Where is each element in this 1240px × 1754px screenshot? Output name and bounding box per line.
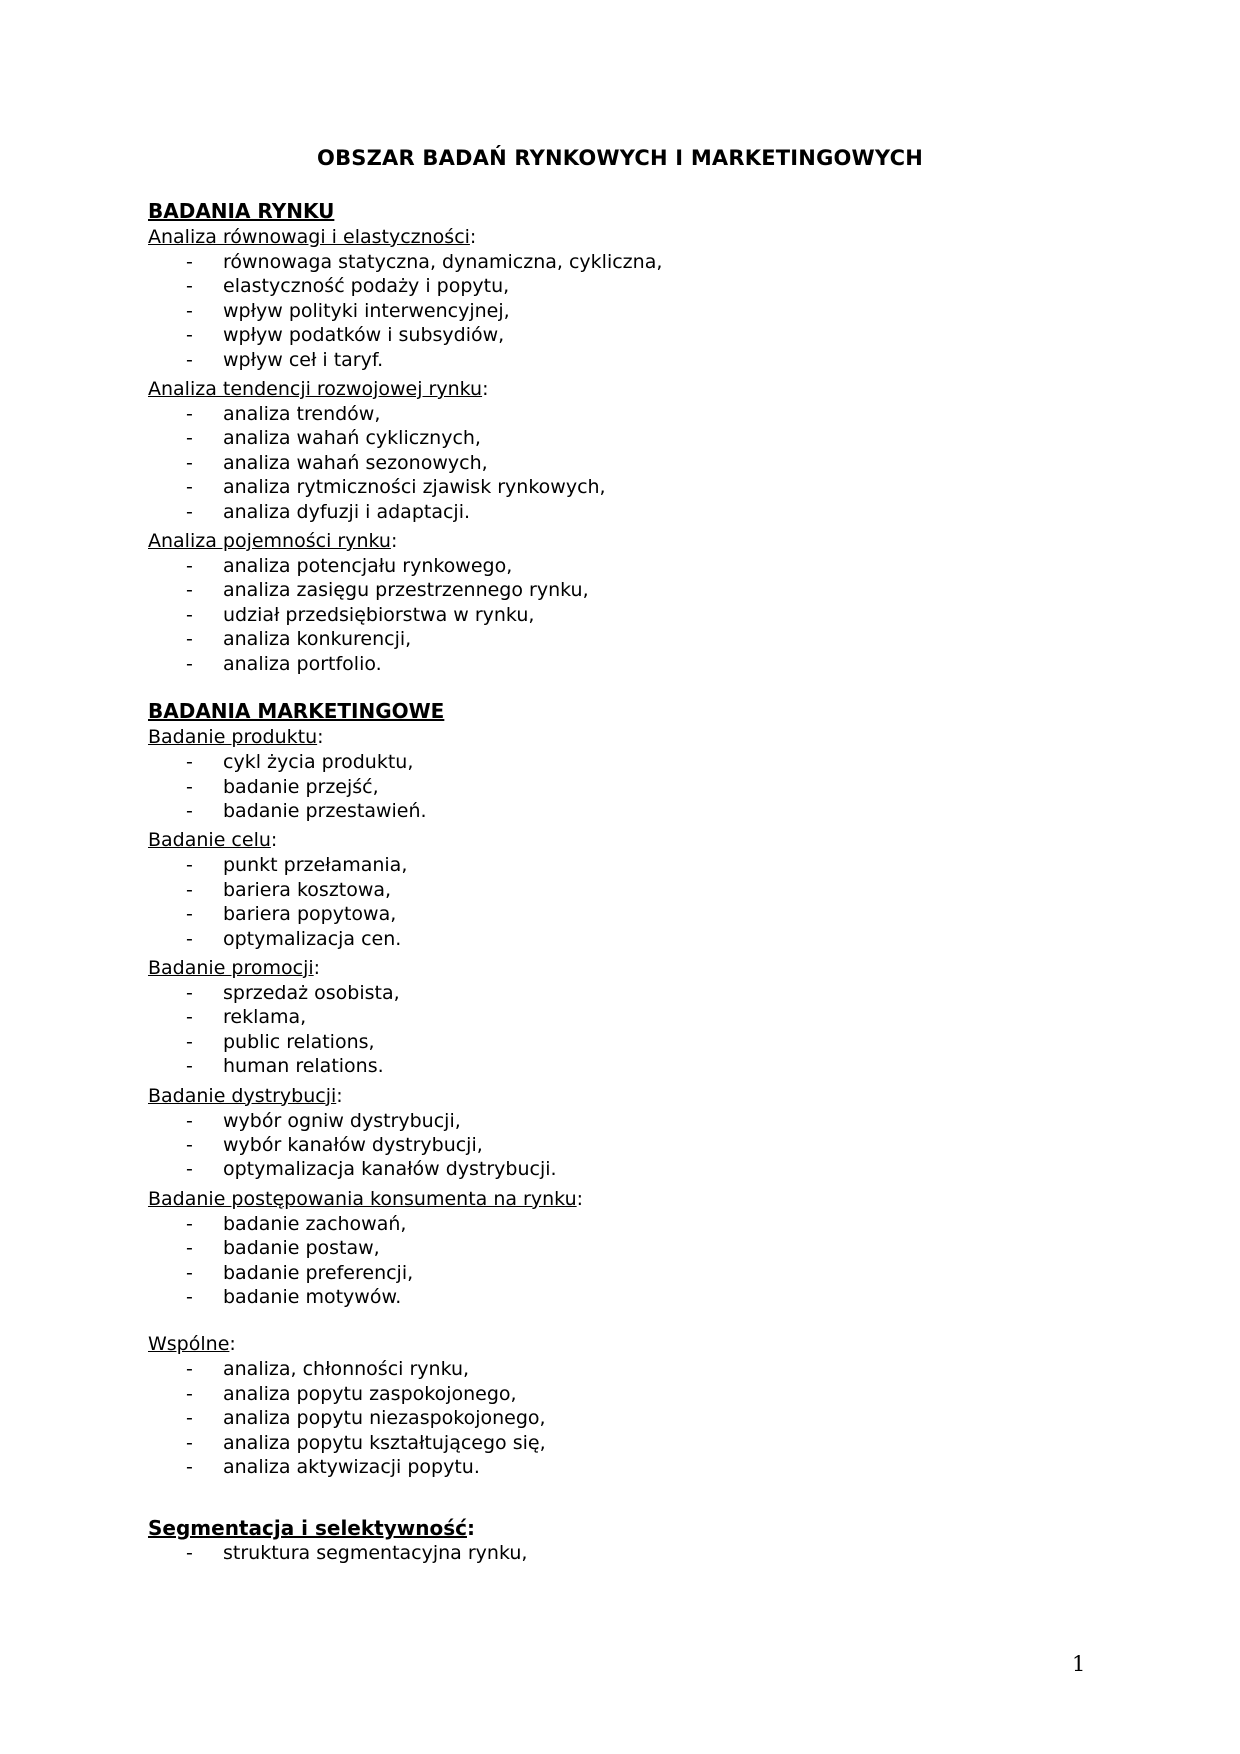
list-item: - analiza aktywizacji popytu. xyxy=(186,1456,480,1479)
list-item: - analiza popytu kształtującego się, xyxy=(186,1431,546,1454)
subheading-badanie-dystrybucji: Badanie dystrybucji: xyxy=(148,1084,343,1107)
list-item: - public relations, xyxy=(186,1030,375,1053)
list-item: - cykl życia produktu, xyxy=(186,751,414,774)
list-item: - analiza wahań sezonowych, xyxy=(186,451,488,474)
list-item: - bariera kosztowa, xyxy=(186,878,392,901)
list-item: - analiza konkurencji, xyxy=(186,628,412,651)
list-item: - punkt przełamania, xyxy=(186,854,408,877)
list-badanie-dystrybucji xyxy=(148,1109,1108,1182)
subheading-badanie-celu: Badanie celu: xyxy=(148,829,278,852)
list-wspolne xyxy=(148,1357,1108,1479)
list-item: - analiza potencjału rynkowego, xyxy=(186,555,513,578)
list-item: - badanie przestawień. xyxy=(186,799,427,822)
document-body xyxy=(148,198,1108,1570)
list-item: - równowaga statyczna, dynamiczna, cykliczna, xyxy=(186,251,663,273)
list-item: - optymalizacja cen. xyxy=(186,927,402,950)
subheading-analiza-tendencji: Analiza tendencji rozwojowej rynku: xyxy=(148,378,489,401)
subheading-wspolne: Wspólne: xyxy=(148,1333,236,1356)
list-item: - analiza portfolio. xyxy=(186,652,382,675)
list-item: - reklama, xyxy=(186,1006,307,1029)
list-item: - wybór kanałów dystrybucji, xyxy=(186,1133,483,1156)
list-badanie-celu xyxy=(148,853,1108,951)
list-item: - udział przedsiębiorstwa w rynku, xyxy=(186,603,535,626)
document-title: OBSZAR BADAŃ RYNKOWYCH I MARKETINGOWYCH xyxy=(317,146,923,170)
list-item: - analiza wahań cyklicznych, xyxy=(186,427,481,450)
list-badanie-produktu xyxy=(148,750,1108,823)
list-segmentacja xyxy=(148,1541,1108,1565)
list-item: - badanie preferencji, xyxy=(186,1261,414,1284)
list-item: - badanie zachowań, xyxy=(186,1212,407,1235)
list-badanie-postepowania-konsumenta xyxy=(148,1212,1108,1310)
list-item: - analiza zasięgu przestrzennego rynku, xyxy=(186,579,589,602)
list-item: - analiza popytu zaspokojonego, xyxy=(186,1382,517,1405)
section-heading-badania-marketingowe: BADANIA MARKETINGOWE xyxy=(148,699,445,724)
list-item: - analiza, chłonności rynku, xyxy=(186,1358,470,1381)
subheading-badanie-postepowania-konsumenta: Badanie postępowania konsumenta na rynku: xyxy=(148,1187,584,1210)
list-item: - wpływ polityki interwencyjnej, xyxy=(186,299,510,322)
list-item: - badanie postaw, xyxy=(186,1237,380,1260)
list-badanie-promocji xyxy=(148,981,1108,1079)
page-number: 1 xyxy=(1072,1652,1086,1676)
list-item: - bariera popytowa, xyxy=(186,903,397,926)
list-item: - analiza trendów, xyxy=(186,403,381,426)
list-item: - elastyczność podaży i popytu, xyxy=(186,275,510,298)
list-item: - human relations. xyxy=(186,1055,384,1078)
list-item: - optymalizacja kanałów dystrybucji. xyxy=(186,1158,557,1181)
list-item: - badanie przejść, xyxy=(186,775,379,798)
list-item: - badanie motywów. xyxy=(186,1286,402,1308)
list-item: - analiza rytmiczności zjawisk rynkowych, xyxy=(186,476,606,499)
list-item: - sprzedaż osobista, xyxy=(186,981,400,1004)
subheading-analiza-pojemnosci: Analiza pojemności rynku: xyxy=(148,530,398,553)
list-item: - struktura segmentacyjna rynku, xyxy=(186,1542,528,1565)
list-item: - wpływ ceł i taryf. xyxy=(186,348,384,371)
section-heading-badania-rynku: BADANIA RYNKU xyxy=(148,199,335,223)
subheading-badanie-promocji: Badanie promocji: xyxy=(148,956,321,979)
list-analiza-rownowagi xyxy=(148,250,1108,372)
list-item: - analiza dyfuzji i adaptacji. xyxy=(186,500,471,523)
list-item: - wybór ogniw dystrybucji, xyxy=(186,1109,461,1132)
subheading-analiza-rownowagi: Analiza równowagi i elastyczności: xyxy=(148,226,477,248)
list-item: - wpływ podatków i subsydiów, xyxy=(186,324,505,347)
list-analiza-tendencji xyxy=(148,402,1108,524)
list-analiza-pojemnosci xyxy=(148,554,1108,676)
list-item: - analiza popytu niezaspokojonego, xyxy=(186,1407,546,1430)
subheading-segmentacja: Segmentacja i selektywność: xyxy=(148,1516,475,1541)
subheading-badanie-produktu: Badanie produktu: xyxy=(148,726,324,749)
